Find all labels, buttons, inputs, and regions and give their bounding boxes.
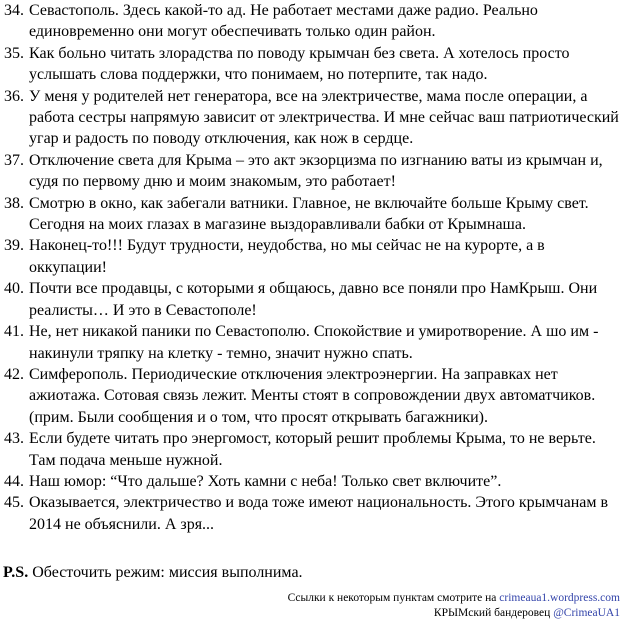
footer-author-handle[interactable]: @CrimeaUA1 <box>553 607 620 619</box>
item-number: 39. <box>4 237 24 255</box>
item-number: 42. <box>4 365 24 383</box>
list-item <box>0 150 628 193</box>
footer-links-prefix: Ссылки к некоторым пунктам смотрите на <box>287 592 500 604</box>
item-text: Если будете читать про энергомост, который решит проблемы Крыма, то не верьте. Там подача меньше нужной. <box>29 430 596 469</box>
item-text: Оказывается, электричество и вода тоже имеют национальность. Этого крымчанам в 2014 не объяснили. А зря... <box>29 494 609 533</box>
item-number: 35. <box>4 44 24 62</box>
item-text: Смотрю в окно, как забегали ватники. Главное, не включайте больше Крыму свет. Сегодня на моих глазах в магазине выздоравливали бабки от Крымнаша. <box>29 194 589 234</box>
item-text: Симферополь. Периодические отключения электроэнергии. На заправках нет ажиотажа. Сотовая связь лежит. Менты стоят в сопровождении двух автоматчиков. (прим. Были сообщения и о том, что просят открывать багажники). <box>29 365 596 426</box>
item-text: Наконец-то!!! Будут трудности, неудобства, но мы сейчас не на курорте, а в оккупации! <box>29 237 545 276</box>
item-number: 38. <box>4 194 24 212</box>
postscript-text: Обесточить режим: миссия выполнима. <box>28 564 303 581</box>
footer-links-line <box>288 591 620 605</box>
item-number: 41. <box>4 323 24 341</box>
item-text: Не, нет никакой паники по Севастополю. Спокойствие и умиротворение. А шо им - накинули тряпку на клетку - темно, значит нужно спать. <box>29 323 599 362</box>
footer-author-prefix: КРЫМский бандеровец <box>433 607 554 619</box>
footer-author-line <box>434 606 620 620</box>
list-item <box>0 193 628 236</box>
list-item <box>0 43 628 86</box>
postscript <box>3 562 303 583</box>
list-item <box>0 278 628 321</box>
item-number: 44. <box>4 472 24 490</box>
list-item <box>0 428 628 471</box>
postscript-label: P.S. <box>3 564 29 581</box>
item-number: 37. <box>4 151 24 169</box>
item-text: Наш юмор: “Что дальше? Хоть камни с неба! Только свет включите”. <box>29 472 502 490</box>
item-text: Как больно читать злорадства по поводу крымчан без света. А хотелось просто услышать слова поддержки, что понимаем, но потерпите, так надо. <box>29 44 570 84</box>
item-number: 43. <box>4 430 24 448</box>
item-text: Отключение света для Крыма – это акт экзорцизма по изгнанию ваты из крымчан и, судя по первому дню и моим знакомым, это работает! <box>29 151 603 191</box>
list-item <box>0 235 628 278</box>
list-item <box>0 492 628 535</box>
item-text: Севастополь. Здесь какой-то ад. Не работает местами даже радио. Реально единовременно они могут обеспечивать только один район. <box>29 2 538 41</box>
item-number: 45. <box>4 494 24 512</box>
item-text: У меня у родителей нет генератора, все на электричестве, мама после операции, а работа сестры напрямую зависит от электричества. И мне сейчас ваш патриотический угар и радость по поводу отключения, как нож в сердце. <box>29 87 619 148</box>
list-item <box>0 86 628 150</box>
list-item <box>0 0 628 43</box>
item-text: Почти все продавцы, с которыми я общаюсь, давно все поняли про НамКрыш. Они реалисты… И это в Севастополе! <box>29 280 598 319</box>
list-item <box>0 471 628 492</box>
footer-site-link[interactable]: crimeaua1.wordpress.com <box>499 592 620 604</box>
item-number: 34. <box>4 2 24 19</box>
list-item <box>0 321 628 364</box>
item-number: 36. <box>4 87 24 105</box>
list-item <box>0 364 628 428</box>
item-number: 40. <box>4 280 24 298</box>
